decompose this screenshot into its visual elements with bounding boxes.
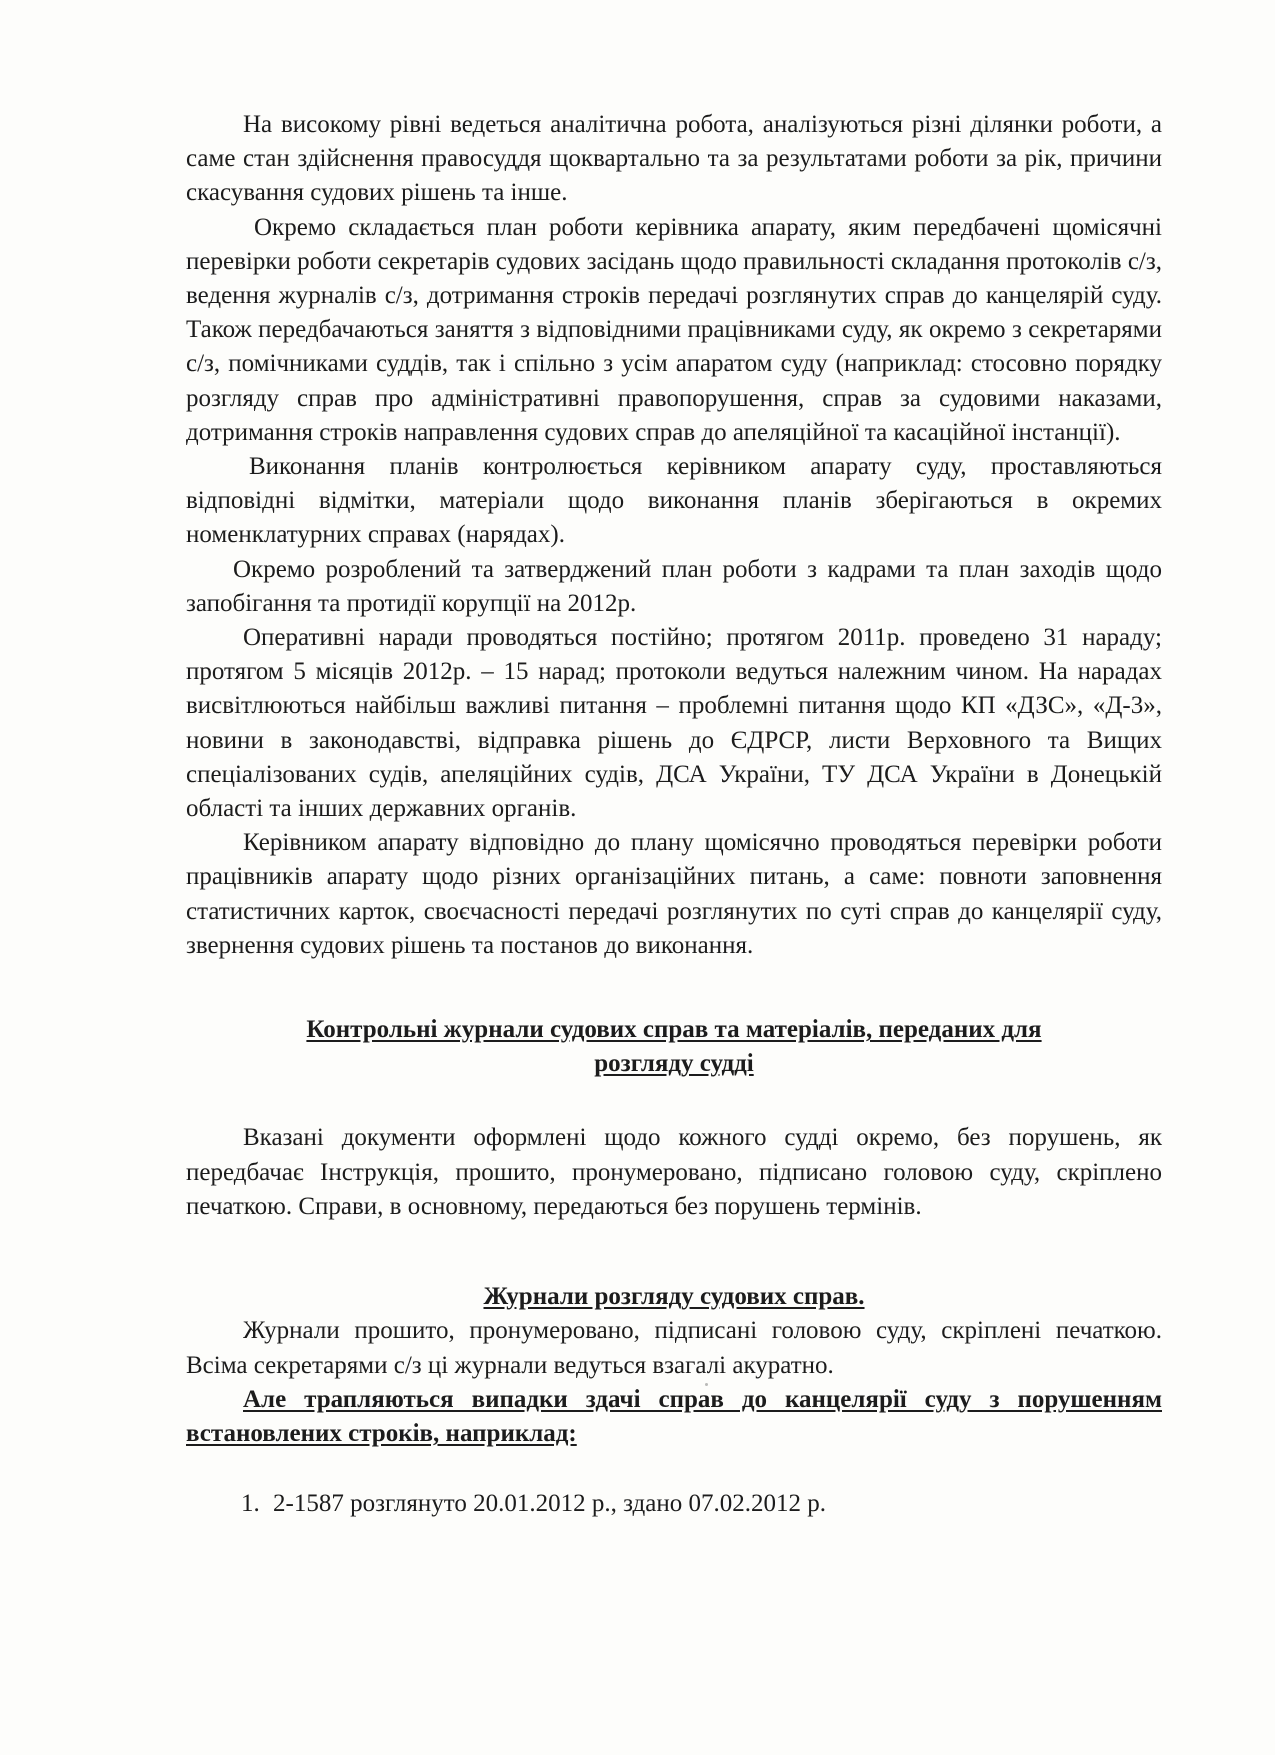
scan-speck: [705, 1383, 708, 1386]
paragraph-analytical-work: На високому рівні ведеться аналітична робота, аналізуються різні ділянки роботи, а саме стан здійснення правосуддя щоквартально та за результатами роботи за рік, причини скасування судових рішень та інше.: [186, 111, 1162, 207]
paragraph-meetings: Оперативні наради проводяться постійно; протягом 2011р. проведено 31 нараду; протягом 5 місяців 2012р. – 15 нарад; протоколи ведуться належним чином. На нарадах висвітлюються найбільш важливі питання – проблемні питання щодо КП «ДЗС», «Д-3», новини в законодавстві, відправка рішень до ЄДРСР, листи Верховного та Вищих спеціалізованих судів, апеляційних судів, ДСА України, ТУ ДСА України в Донецькій області та інших державних органів.: [186, 624, 1162, 823]
list-item-number: 1.: [241, 1490, 260, 1518]
document-body: [186, 108, 1162, 1521]
paragraph-documents-formatted: Вказані документи оформлені щодо кожного судді окремо, без порушень, як передбачає Інструкція, прошито, пронумеровано, підписано головою суду, скріплено печаткою. Справи, в основному, передаються без порушень термінів.: [186, 1124, 1162, 1220]
section-heading-line-1: Контрольні журнали судових справ та матеріалів, переданих для: [306, 1016, 1042, 1044]
paragraph-hr-plan: Окремо розроблений та затверджений план роботи з кадрами та план заходів щодо запобігання та протидії корупції на 2012р.: [186, 555, 1162, 617]
list-item-text: 2-1587 розглянуто 20.01.2012 р., здано 07.02.2012 р.: [273, 1490, 827, 1518]
list-item: [186, 1487, 1162, 1521]
section-heading-case-journals: Журнали розгляду судових справ.: [483, 1283, 865, 1311]
paragraph-monthly-checks: Керівником апарату відповідно до плану щомісячно проводяться перевірки роботи працівників апарату щодо різних організаційних питань, а саме: повноти заповнення статистичних карток, своєчасності передачі розглянутих по суті справ до канцелярії суду, звернення судових рішень та постанов до виконання.: [186, 829, 1162, 959]
section-heading-control-journals: [186, 1013, 1162, 1081]
paragraph-journals-bound: Журнали прошито, пронумеровано, підписані головою суду, скріплені печаткою. Всіма секретарями с/з ці журнали ведуться взагалі акуратно.: [186, 1317, 1162, 1379]
paragraph-violations-emphasis: Але трапляються випадки здачі справ до канцелярії суду з порушенням встановлених строків, наприклад:: [186, 1385, 1162, 1447]
paragraph-staff-plan: Окремо складається план роботи керівника апарату, яким передбачені щомісячні перевірки роботи секретарів судових засідань щодо правильності складання протоколів с/з, ведення журналів с/з, дотримання строків передачі розглянутих справ до канцелярій суду. Також передбачаються заняття з відповідними працівниками суду, як окремо з секретарями с/з, помічниками суддів, так і спільно з усім апаратом суду (наприклад: стосовно порядку розгляду справ про адміністративні правопорушення, справ за судовими наказами, дотримання строків направлення судових справ до апеляційної та касаційної інстанції).: [186, 213, 1162, 446]
paragraph-plan-control: Виконання планів контролюється керівником апарату суду, проставляються відповідні відмітки, матеріали щодо виконання планів зберігаються в окремих номенклатурних справах (нарядах).: [186, 453, 1162, 549]
section-heading-line-2: розгляду судді: [594, 1050, 754, 1078]
